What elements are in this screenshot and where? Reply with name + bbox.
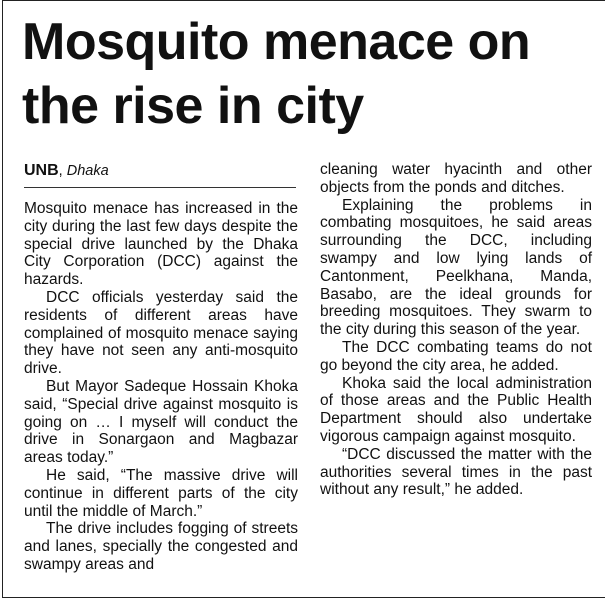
paragraph: But Mayor Sadeque Hossain Khoka said, “Special drive against mosquito is going on … I myself will conduct the drive in Sonargaon and Magbazar areas today.”	[24, 377, 298, 467]
article-headline: Mosquito menace on the rise in city	[22, 13, 531, 135]
paragraph: The drive includes fogging of streets and lanes, specially the congested and swampy areas and	[24, 520, 298, 573]
paragraph: Explaining the problems in combating mosquitoes, he said areas surrounding the DCC, including swampy and low lying lands of Cantonment, Peelkhana, Manda, Basabo, are the ideal grounds for breeding mosquitoes. They swarm to the city during this season of the year.	[320, 196, 592, 339]
paragraph: Mosquito menace has increased in the city during the last few days despite the special drive launched by the Dhaka City Corporation (DCC) against the hazards.	[24, 200, 298, 289]
paragraph: cleaning water hyacinth and other objects from the ponds and ditches.	[320, 161, 592, 196]
byline-rule	[24, 187, 296, 188]
byline-separator: ,	[58, 163, 63, 179]
paragraph: He said, “The massive drive will continue in different parts of the city until the middle of March.”	[24, 466, 298, 520]
byline	[24, 161, 298, 187]
byline-agency: UNB	[24, 162, 59, 179]
article-column-left	[24, 161, 298, 574]
paragraph: Khoka said the local administration of those areas and the Public Health Department should also undertake vigorous campaign against mosquito.	[320, 374, 592, 445]
paragraph: DCC officials yesterday said the residents of different areas have complained of mosquito menace saying they have not seen any anti-mosquito drive.	[24, 288, 298, 378]
article-column-right	[320, 161, 592, 499]
paragraph: The DCC combating teams do not go beyond the city area, he added.	[320, 338, 592, 374]
byline-place: Dhaka	[66, 163, 109, 179]
paragraph: “DCC discussed the matter with the authorities several times in the past without any result,” he added.	[320, 445, 592, 499]
